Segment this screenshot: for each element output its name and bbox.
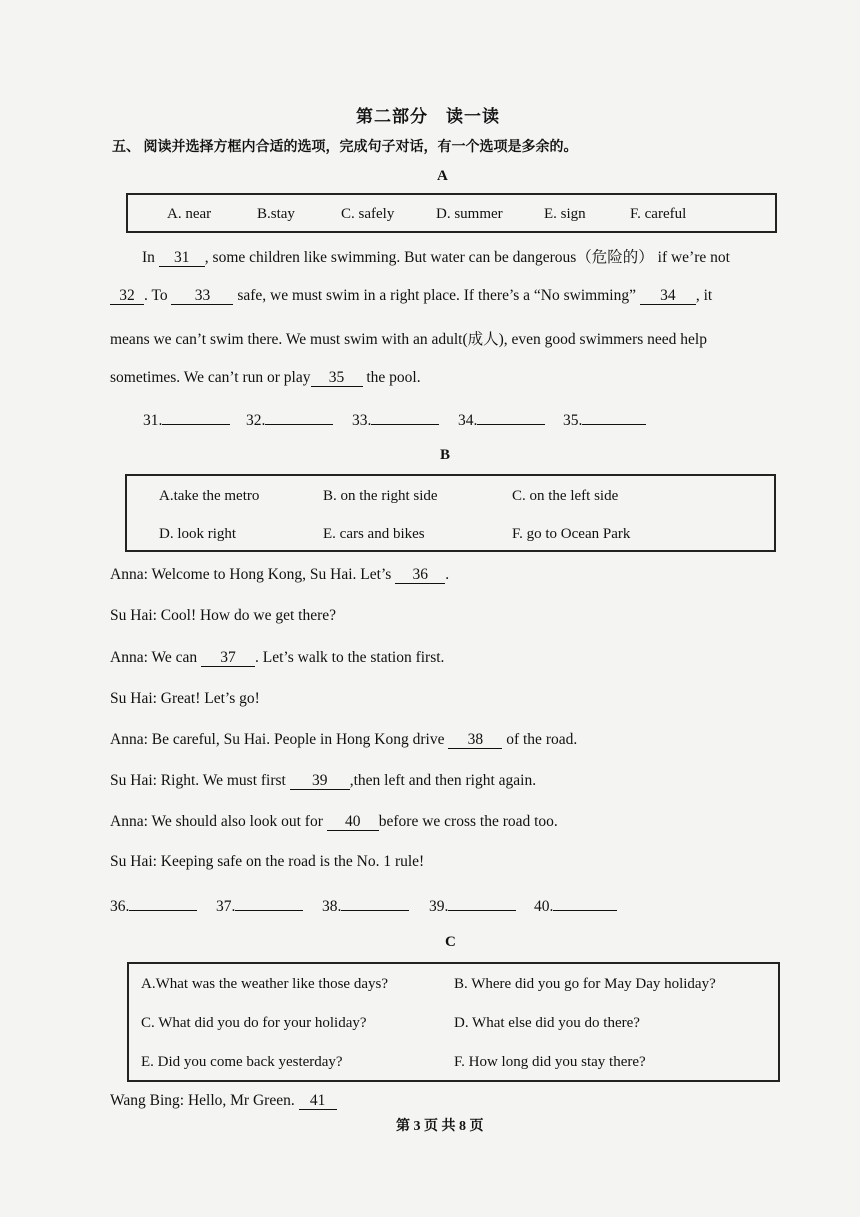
option-f: F. go to Ocean Park xyxy=(512,526,631,542)
answer-number: 36. xyxy=(110,898,130,915)
text-segment: before we cross the road too. xyxy=(378,813,558,830)
passage-line-1 xyxy=(142,245,730,267)
text-segment: , some children like swimming. But water can be dangerous（危险的） if we’re not xyxy=(204,249,730,266)
answer-33[interactable] xyxy=(352,410,439,430)
option-a: A. near xyxy=(167,206,212,222)
option-f: F. How long did you stay there? xyxy=(454,1054,646,1070)
part-b-option-box xyxy=(125,474,776,552)
dialogue-line-7 xyxy=(110,813,558,831)
answer-number: 35. xyxy=(563,412,583,429)
answer-number: 38. xyxy=(322,898,342,915)
answer-number: 37. xyxy=(216,898,236,915)
text-segment: . Let’s walk to the station first. xyxy=(255,649,445,666)
answer-line[interactable] xyxy=(477,410,545,425)
dialogue-line-5 xyxy=(110,731,577,749)
answer-40[interactable] xyxy=(534,896,617,916)
part-c-option-box xyxy=(127,962,780,1082)
dialogue-c-line-1 xyxy=(110,1092,337,1110)
blank-39: 39 xyxy=(290,773,350,790)
answer-36[interactable] xyxy=(110,896,197,916)
option-b: B. Where did you go for May Day holiday? xyxy=(454,976,716,992)
part-a-option-box xyxy=(126,193,777,233)
option-d: D. look right xyxy=(159,526,237,542)
answer-35[interactable] xyxy=(563,410,646,430)
option-e: E. Did you come back yesterday? xyxy=(141,1054,343,1070)
option-a: A.take the metro xyxy=(159,488,260,504)
text-segment: Anna: Welcome to Hong Kong, Su Hai. Let’s xyxy=(110,566,396,583)
answer-line[interactable] xyxy=(582,410,646,425)
page-title: 第二部分 读一读 xyxy=(356,107,500,126)
text-segment: Su Hai: Right. We must first xyxy=(110,772,290,789)
answer-number: 32. xyxy=(246,412,266,429)
option-c: C. on the left side xyxy=(512,488,619,504)
answer-number: 39. xyxy=(429,898,449,915)
part-c-label: C xyxy=(445,934,456,950)
answer-line[interactable] xyxy=(235,896,303,911)
page-number: 第 3 页 共 8 页 xyxy=(396,1119,484,1134)
answer-32[interactable] xyxy=(246,410,333,430)
dialogue-line-4: Su Hai: Great! Let’s go! xyxy=(110,690,260,707)
blank-40: 40 xyxy=(327,814,379,831)
option-b: B. on the right side xyxy=(323,488,438,504)
answer-38[interactable] xyxy=(322,896,409,916)
answer-line[interactable] xyxy=(553,896,617,911)
text-segment: Anna: We should also look out for xyxy=(110,813,327,830)
answer-37[interactable] xyxy=(216,896,303,916)
answer-number: 31. xyxy=(143,412,163,429)
blank-41: 41 xyxy=(299,1093,337,1110)
text-segment: Wang Bing: Hello, Mr Green. xyxy=(110,1092,299,1109)
answer-line[interactable] xyxy=(448,896,516,911)
blank-35: 35 xyxy=(311,370,363,387)
blank-33: 33 xyxy=(171,288,233,305)
dialogue-line-8: Su Hai: Keeping safe on the road is the No. 1 rule! xyxy=(110,853,425,870)
part-b-label: B xyxy=(440,447,451,463)
option-d: D. summer xyxy=(436,206,503,222)
text-segment: In xyxy=(142,249,159,266)
answer-line[interactable] xyxy=(162,410,230,425)
answer-number: 33. xyxy=(352,412,372,429)
answer-line[interactable] xyxy=(129,896,197,911)
text-segment: . xyxy=(445,566,450,583)
answer-line[interactable] xyxy=(341,896,409,911)
text-segment: of the road. xyxy=(502,731,578,748)
text-segment: Anna: Be careful, Su Hai. People in Hong Kong drive xyxy=(110,731,449,748)
text-segment: Anna: We can xyxy=(110,649,202,666)
text-segment: ,then left and then right again. xyxy=(349,772,537,789)
text-segment: . To xyxy=(144,287,172,304)
answer-line[interactable] xyxy=(371,410,439,425)
blank-37: 37 xyxy=(201,650,255,667)
text-segment: the pool. xyxy=(362,369,421,386)
text-segment: safe, we must swim in a right place. If there’s a “No swimming” xyxy=(233,287,640,304)
answer-39[interactable] xyxy=(429,896,516,916)
blank-32: 32 xyxy=(110,288,144,305)
option-b: B.stay xyxy=(257,206,295,222)
part-a-label: A xyxy=(437,168,448,184)
dialogue-line-6 xyxy=(110,772,536,790)
text-segment: sometimes. We can’t run or play xyxy=(110,369,311,386)
blank-36: 36 xyxy=(395,567,445,584)
blank-38: 38 xyxy=(448,732,502,749)
option-f: F. careful xyxy=(630,206,687,222)
passage-line-4 xyxy=(110,369,421,387)
option-c: C. safely xyxy=(341,206,395,222)
answer-number: 40. xyxy=(534,898,554,915)
option-a: A.What was the weather like those days? xyxy=(141,976,388,992)
option-e: E. cars and bikes xyxy=(323,526,425,542)
option-d: D. What else did you do there? xyxy=(454,1015,640,1031)
blank-31: 31 xyxy=(159,250,205,267)
dialogue-line-2: Su Hai: Cool! How do we get there? xyxy=(110,607,336,624)
passage-line-3: means we can’t swim there. We must swim with an adult(成人), even good swimmers need help xyxy=(110,331,707,348)
passage-line-2 xyxy=(110,287,712,305)
answer-31[interactable] xyxy=(143,410,230,430)
answer-line[interactable] xyxy=(265,410,333,425)
text-segment: , it xyxy=(695,287,713,304)
blank-34: 34 xyxy=(640,288,696,305)
option-c: C. What did you do for your holiday? xyxy=(141,1015,367,1031)
answer-34[interactable] xyxy=(458,410,545,430)
dialogue-line-3 xyxy=(110,649,444,667)
answer-number: 34. xyxy=(458,412,478,429)
question-5-instruction: 五、 阅读并选择方框内合适的选项，完成句子对话，有一个选项是多余的。 xyxy=(112,140,578,155)
option-e: E. sign xyxy=(544,206,586,222)
dialogue-line-1 xyxy=(110,566,449,584)
